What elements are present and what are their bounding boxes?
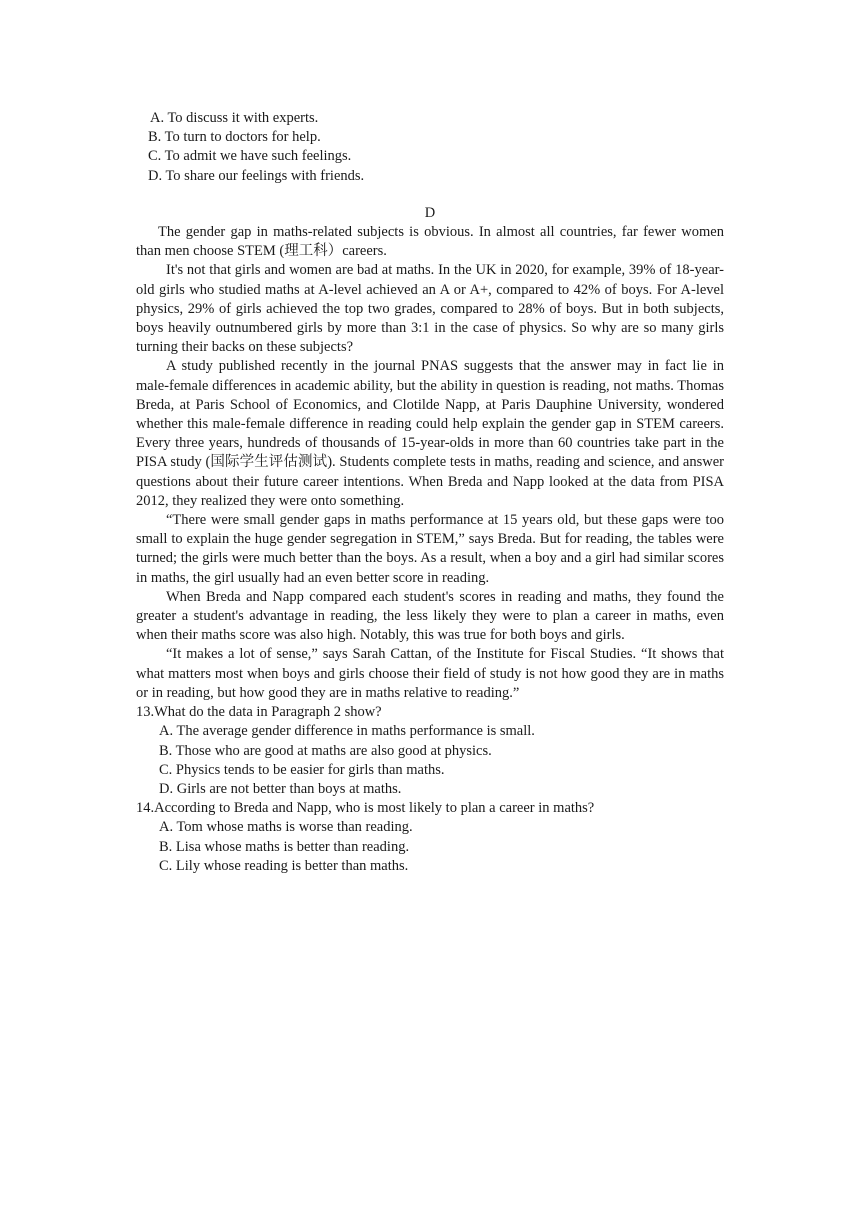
option-b: B. To turn to doctors for help. bbox=[148, 129, 321, 146]
section-heading: D bbox=[424, 204, 436, 221]
question-option: C. Physics tends to be easier for girls than maths. bbox=[159, 761, 445, 778]
option-d: D. To share our feelings with friends. bbox=[148, 167, 365, 184]
question-option: A. Tom whose maths is worse than reading. bbox=[159, 819, 413, 836]
exam-page bbox=[136, 109, 724, 876]
passage-paragraph-1: The gender gap in maths-related subjects is obvious. In almost all countries, far fewer women than men choose STEM (理工科）careers. bbox=[136, 224, 724, 260]
question-option: A. The average gender difference in maths performance is small. bbox=[159, 723, 535, 740]
question-option: B. Those who are good at maths are also good at physics. bbox=[159, 742, 492, 759]
question-stem: 14.According to Breda and Napp, who is most likely to plan a career in maths? bbox=[136, 800, 595, 817]
question-option: B. Lisa whose maths is better than reading. bbox=[159, 838, 410, 855]
question-stem: 13.What do the data in Paragraph 2 show? bbox=[136, 704, 382, 721]
passage-paragraph-2: It's not that girls and women are bad at maths. In the UK in 2020, for example, 39% of 18-year-old girls who studied maths at A-level achieved an A or A+, compared to 42% of boys. For A-level physics, 29% of girls achieved the top two grades, compared to 28% of boys. But in both subjects, boys heavily outnumbered girls by more than 3:1 in the case of physics. So why are so many girls turning their backs on these subjects? bbox=[136, 262, 724, 356]
passage-paragraph-4: “There were small gender gaps in maths performance at 15 years old, but these gaps were too small to explain the huge gender segregation in STEM,” says Breda. But for reading, the tables were turned; the girls were much better than the boys. As a result, when a boy and a girl had similar scores in maths, the girl usually had an even better score in reading. bbox=[136, 512, 724, 586]
question-option: D. Girls are not better than boys at maths. bbox=[159, 780, 402, 797]
passage bbox=[136, 223, 724, 703]
option-a: A. To discuss it with experts. bbox=[150, 110, 319, 126]
previous-question-options bbox=[136, 109, 724, 186]
passage-paragraph-6: “It makes a lot of sense,” says Sarah Cattan, of the Institute for Fiscal Studies. “It shows that what matters most when boys and girls choose their field of study is not how good they are in maths or in reading, but how good they are in maths relative to reading.” bbox=[136, 646, 724, 701]
option-c: C. To admit we have such feelings. bbox=[148, 148, 352, 165]
question-14 bbox=[136, 799, 724, 876]
passage-paragraph-3: A study published recently in the journal PNAS suggests that the answer may in fact lie in male-female differences in academic ability, but the ability in question is reading, not maths. Thomas Breda, at Paris School of Economics, and Clotilde Napp, at Paris Dauphine University, wondered whether this male-female difference in reading could help explain the gender gap in STEM careers. Every three years, hundreds of thousands of 15-year-olds in more than 60 countries take part in the PISA study (国际学生评估测试). Students complete tests in maths, reading and science, and answer questions about their future career intentions. When Breda and Napp looked at the data from PISA 2012, they realized they were onto something. bbox=[136, 358, 724, 509]
question-13 bbox=[136, 703, 724, 799]
question-option: C. Lily whose reading is better than maths. bbox=[159, 857, 409, 874]
passage-paragraph-5: When Breda and Napp compared each student's scores in reading and maths, they found the greater a student's advantage in reading, the less likely they were to plan a career in maths, even when their maths score was also high. Notably, this was true for both boys and girls. bbox=[136, 588, 724, 644]
